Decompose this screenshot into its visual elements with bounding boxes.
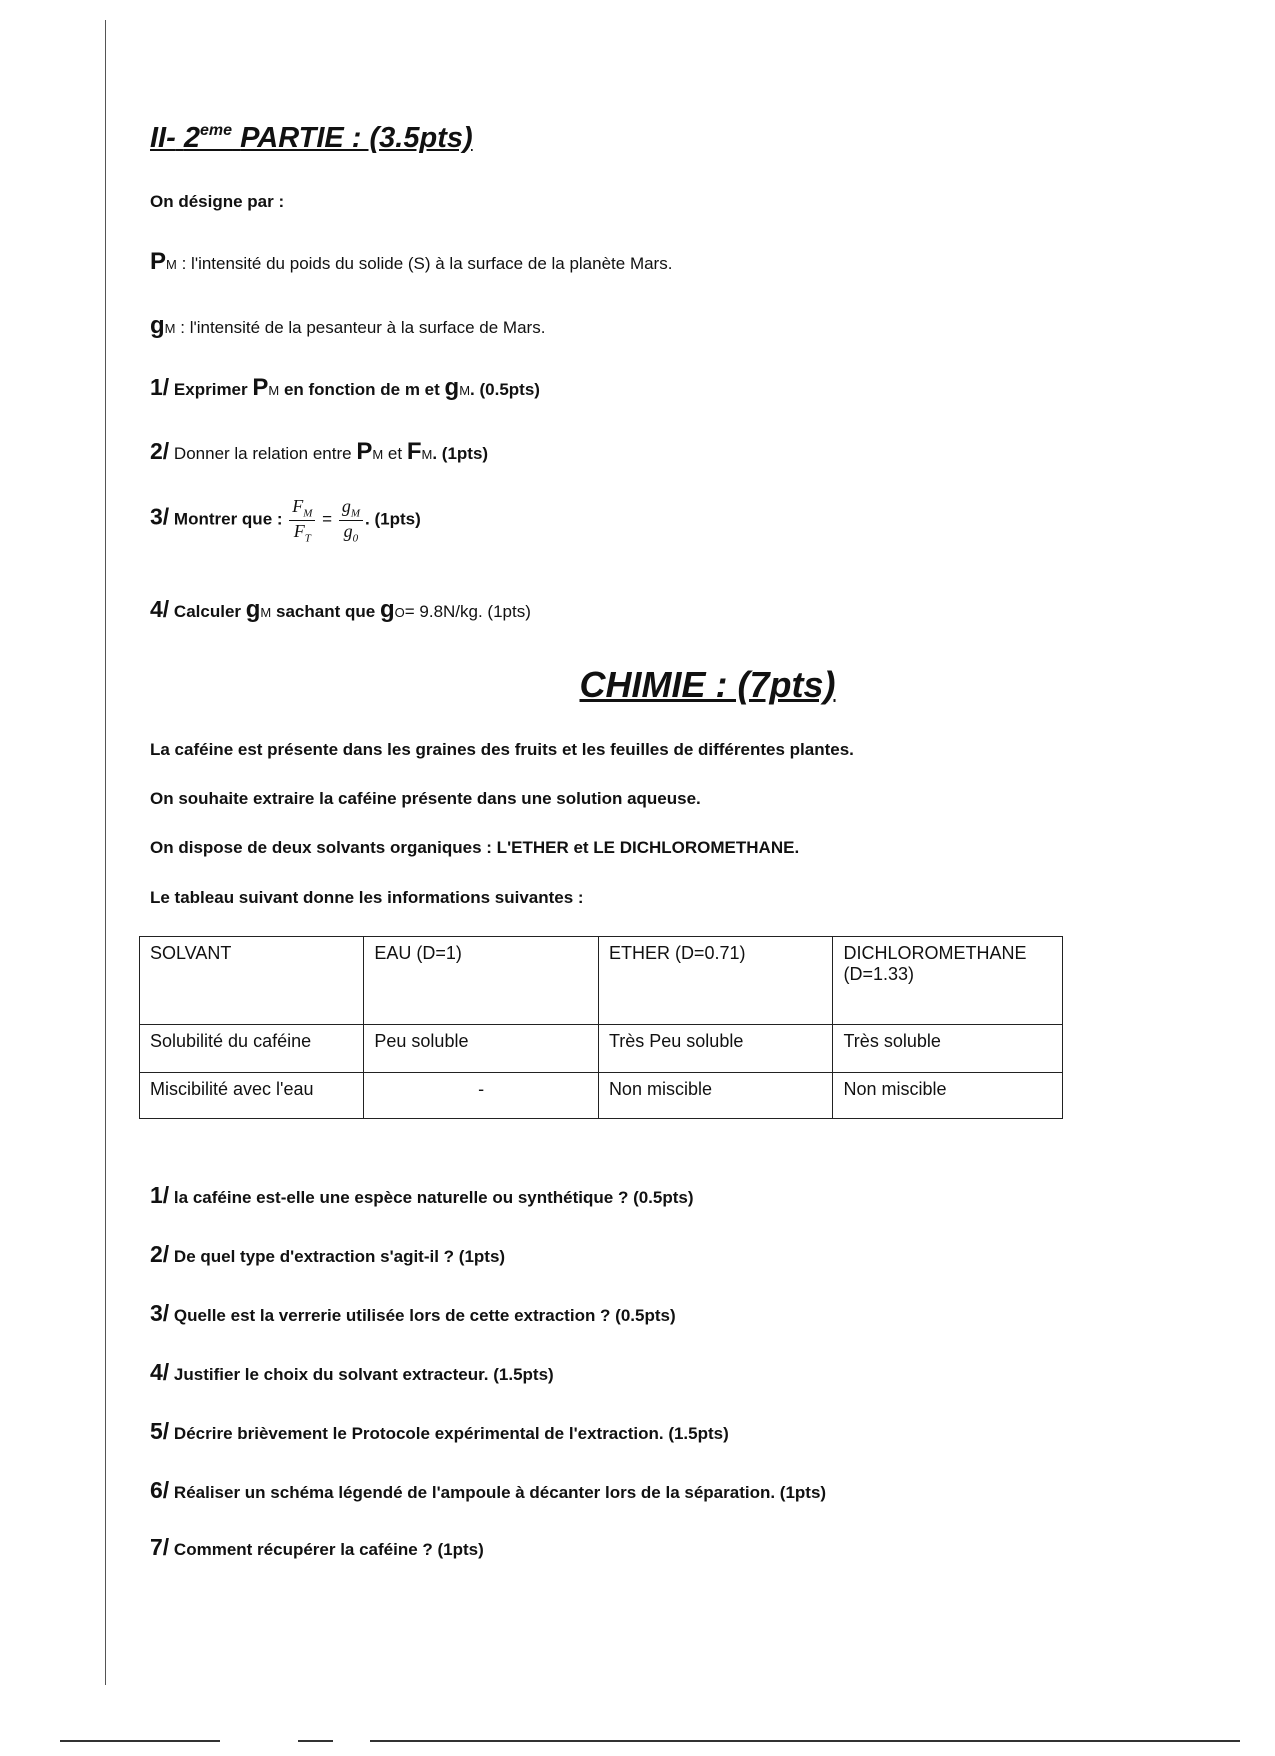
symbol-p: P bbox=[252, 374, 269, 401]
symbol-p: P bbox=[150, 248, 167, 275]
denominator: F bbox=[293, 520, 305, 541]
subscript: M bbox=[303, 507, 313, 520]
footer-rule bbox=[370, 1740, 1240, 1742]
symbol-g: g bbox=[379, 596, 395, 623]
table-cell: Non miscible bbox=[833, 1073, 1063, 1119]
subscript: 0 bbox=[352, 532, 359, 545]
physics-question-1 bbox=[150, 374, 540, 402]
table-cell: ETHER (D=0.71) bbox=[598, 937, 833, 1025]
symbol-g: g bbox=[150, 312, 165, 339]
chem-question-7 bbox=[150, 1534, 484, 1561]
question-text: en fonction de m et bbox=[283, 380, 440, 399]
table-cell: - bbox=[364, 1073, 599, 1119]
subscript: M bbox=[421, 447, 433, 462]
question-number: 1/ bbox=[150, 374, 170, 400]
table-row bbox=[140, 1073, 1063, 1119]
subscript: T bbox=[304, 532, 311, 545]
chem-question-3 bbox=[150, 1300, 676, 1327]
chem-question-4 bbox=[150, 1359, 554, 1386]
table-row bbox=[140, 1025, 1063, 1073]
chem-question-5 bbox=[150, 1418, 729, 1445]
question-text: sachant que bbox=[276, 602, 376, 621]
definition-pm bbox=[150, 248, 672, 276]
subscript: M bbox=[372, 447, 384, 462]
question-text: la caféine est-elle une espèce naturelle ou synthétique ? (0.5pts) bbox=[173, 1188, 694, 1207]
question-number: 4/ bbox=[150, 1359, 170, 1385]
definition-text: : l'intensité du poids du solide (S) à la surface de la planète Mars. bbox=[181, 254, 673, 273]
subscript: O bbox=[394, 605, 405, 620]
question-number: 2/ bbox=[150, 438, 170, 464]
solvent-table bbox=[139, 936, 1063, 1119]
question-text: et bbox=[387, 444, 403, 463]
footer-rule bbox=[298, 1740, 333, 1742]
question-number: 3/ bbox=[150, 503, 170, 530]
section-heading bbox=[150, 122, 473, 155]
heading-number: 2 bbox=[183, 122, 200, 154]
table-cell: SOLVANT bbox=[140, 937, 364, 1025]
chem-paragraph: Le tableau suivant donne les informations suivantes : bbox=[150, 888, 584, 907]
definition-text: : l'intensité de la pesanteur à la surface de Mars. bbox=[180, 318, 546, 337]
table-cell: Miscibilité avec l'eau bbox=[140, 1073, 364, 1119]
chem-question-6 bbox=[150, 1477, 826, 1504]
chem-paragraph: La caféine est présente dans les graines des fruits et les feuilles de différentes plantes. bbox=[150, 740, 854, 759]
table-cell: Très Peu soluble bbox=[598, 1025, 833, 1073]
numerator: F bbox=[292, 496, 304, 516]
question-text: Réaliser un schéma légendé de l'ampoule à décanter lors de la séparation. (1pts) bbox=[173, 1483, 827, 1502]
table-cell: EAU (D=1) bbox=[364, 937, 599, 1025]
table-header-row bbox=[140, 937, 1063, 1025]
physics-question-2 bbox=[150, 438, 488, 466]
subscript: M bbox=[350, 507, 361, 520]
points-text: = 9.8N/kg. (1pts) bbox=[404, 602, 531, 621]
question-number: 3/ bbox=[150, 1300, 170, 1326]
physics-question-4 bbox=[150, 596, 531, 624]
question-text: Justifier le choix du solvant extracteur. (1.5pts) bbox=[173, 1365, 554, 1384]
heading-title: PARTIE : (3.5pts) bbox=[240, 122, 473, 154]
question-number: 6/ bbox=[150, 1477, 170, 1503]
question-text: Calculer bbox=[173, 602, 242, 621]
heading-superscript: eme bbox=[199, 122, 233, 139]
subscript: M bbox=[164, 321, 176, 336]
symbol-g: g bbox=[245, 596, 261, 623]
table-cell: Très soluble bbox=[833, 1025, 1063, 1073]
subscript: M bbox=[166, 257, 177, 272]
question-number: 5/ bbox=[150, 1418, 170, 1444]
question-text: Décrire brièvement le Protocole expérimental de l'extraction. (1.5pts) bbox=[173, 1424, 729, 1443]
chem-question-2 bbox=[150, 1241, 505, 1268]
question-text: Quelle est la verrerie utilisée lors de cette extraction ? (0.5pts) bbox=[173, 1306, 676, 1325]
definition-gm bbox=[150, 312, 545, 340]
question-number: 1/ bbox=[150, 1182, 170, 1208]
table-cell: Non miscible bbox=[598, 1073, 833, 1119]
question-text: Montrer que : bbox=[173, 509, 283, 529]
numerator: g bbox=[341, 496, 351, 516]
question-number: 2/ bbox=[150, 1241, 170, 1267]
fraction-g bbox=[339, 496, 363, 544]
question-text: Exprimer bbox=[173, 380, 248, 399]
table-cell: Solubilité du caféine bbox=[140, 1025, 364, 1073]
symbol-f: F bbox=[406, 438, 422, 465]
equals-sign: = bbox=[322, 509, 333, 529]
margin-line bbox=[105, 20, 106, 1685]
symbol-p: P bbox=[356, 438, 373, 465]
footer-rule bbox=[60, 1740, 220, 1742]
points-text: . (1pts) bbox=[365, 509, 421, 529]
physics-question-3 bbox=[150, 496, 421, 544]
chem-paragraph: On souhaite extraire la caféine présente dans une solution aqueuse. bbox=[150, 789, 701, 808]
points-text: . (0.5pts) bbox=[470, 380, 540, 399]
subscript: M bbox=[260, 605, 272, 620]
question-number: 4/ bbox=[150, 596, 170, 622]
question-number: 7/ bbox=[150, 1534, 170, 1560]
table-cell: Peu soluble bbox=[364, 1025, 599, 1073]
heading-prefix: II- bbox=[150, 122, 176, 154]
chem-paragraph: On dispose de deux solvants organiques : L'ETHER et LE DICHLOROMETHANE. bbox=[150, 838, 800, 857]
chemistry-title: CHIMIE : (7pts) bbox=[579, 664, 836, 705]
chem-question-1 bbox=[150, 1182, 694, 1209]
question-text: De quel type d'extraction s'agit-il ? (1pts) bbox=[173, 1247, 506, 1266]
fraction-f bbox=[289, 496, 315, 544]
table-cell: DICHLOROMETHANE (D=1.33) bbox=[833, 937, 1063, 1025]
subscript: M bbox=[459, 383, 471, 398]
subscript: M bbox=[268, 383, 280, 398]
question-text: Comment récupérer la caféine ? (1pts) bbox=[173, 1540, 484, 1559]
question-text: Donner la relation entre bbox=[173, 444, 352, 463]
denominator: g bbox=[343, 520, 353, 541]
points-text: . (1pts) bbox=[432, 444, 489, 463]
symbol-g: g bbox=[444, 374, 460, 401]
intro-text: On désigne par : bbox=[150, 192, 285, 211]
